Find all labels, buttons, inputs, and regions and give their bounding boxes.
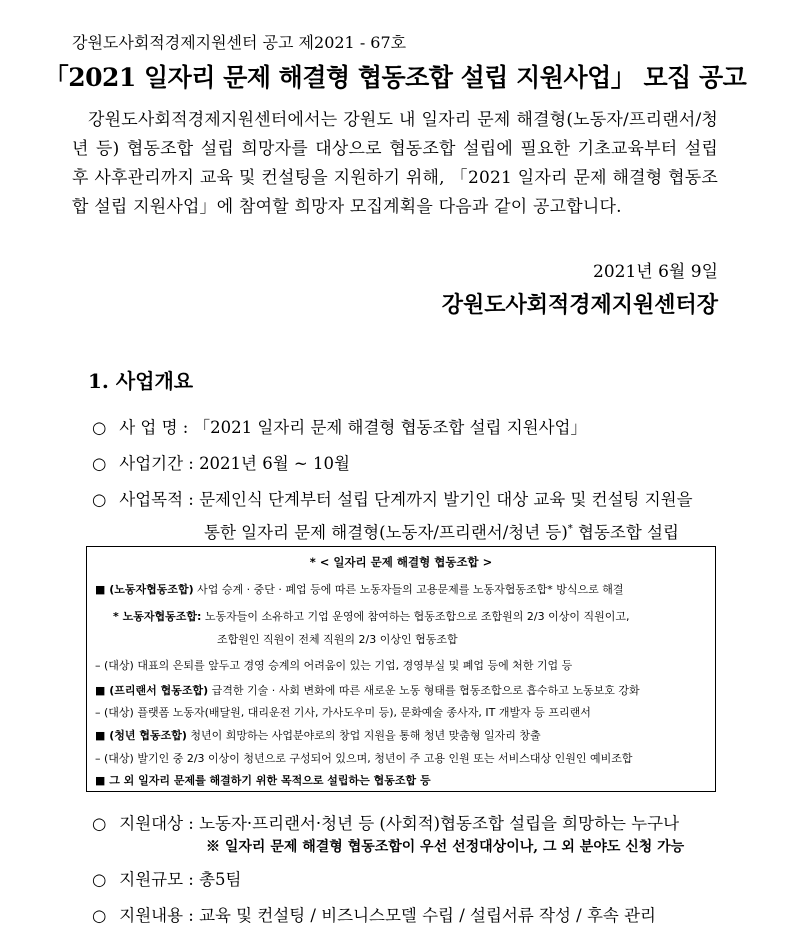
box-line: * 노동자협동조합: 노동자들이 소유하고 기업 운영에 참여하는 협동조합으로 조합원의 2/3 이상이 직원이고, xyxy=(113,610,630,623)
definition-box xyxy=(86,546,716,792)
item-value: 「2021 일자리 문제 해결형 협동조합 설립 지원사업」 xyxy=(193,418,587,437)
issuer-name: 강원도사회적경제지원센터장 xyxy=(441,292,718,318)
item-value: 총5팀 xyxy=(199,870,242,889)
target-note: ※ 일자리 문제 해결형 협동조합이 우선 선정대상이나, 그 외 분야도 신청 가능 xyxy=(206,839,685,855)
item-target xyxy=(92,810,679,834)
item-value: 2021년 6월 ~ 10월 xyxy=(199,454,350,473)
item-purpose xyxy=(92,486,693,510)
bullet-circle: ○ xyxy=(92,454,107,473)
item-label: 지원내용 : xyxy=(119,906,194,925)
item-project-name xyxy=(92,414,587,438)
purpose-cont-text: 통한 일자리 문제 해결형(노동자/프리랜서/청년 등) xyxy=(204,523,568,542)
item-label: 지원대상 : xyxy=(119,814,194,833)
item-scale xyxy=(92,866,241,890)
footnote-mark: * xyxy=(567,523,573,535)
bullet-circle: ○ xyxy=(92,490,107,509)
item-value: 교육 및 컨설팅 / 비즈니스모델 수립 / 설립서류 작성 / 후속 관리 xyxy=(199,906,656,925)
section-heading: 1. 사업개요 xyxy=(88,369,194,393)
box-line: – (대상) 대표의 은퇴를 앞두고 경영 승계의 어려움이 있는 기업, 경영부실 및 폐업 등에 처한 기업 등 xyxy=(95,659,573,672)
bullet-circle: ○ xyxy=(92,870,107,889)
item-purpose-continued xyxy=(204,519,679,543)
box-line: ■ 그 외 일자리 문제를 해결하기 위한 목적으로 설립하는 협동조합 등 xyxy=(95,774,431,787)
item-value: 문제인식 단계부터 설립 단계까지 발기인 대상 교육 및 컨설팅 지원을 xyxy=(199,490,693,509)
box-line: ■ (프리랜서 협동조합) 급격한 기술 · 사회 변화에 따른 새로운 노동 형태를 협동조합으로 흡수하고 노동보호 강화 xyxy=(95,684,640,697)
announcement-date: 2021년 6월 9일 xyxy=(593,262,718,282)
intro-paragraph: 강원도사회적경제지원센터에서는 강원도 내 일자리 문제 해결형(노동자/프리랜서/청년 등) 협동조합 설립 희망자를 대상으로 협동조합 설립에 필요한 기초교육부터 설립 후 사후관리까지 교육 및 컨설팅을 지원하기 위해, 「2021 일자리 문제 해결형 협동조합 설립 지원사업」에 참여할 희망자 모집계획을 다음과 같이 공고합니다. xyxy=(72,110,718,217)
box-line: – (대상) 플랫폼 노동자(배달원, 대리운전 기사, 가사도우미 등), 문화예술 종사자, IT 개발자 등 프리랜서 xyxy=(95,706,591,719)
box-line: – (대상) 발기인 중 2/3 이상이 청년으로 구성되어 있으며, 청년이 주 고용 인원 또는 서비스대상 인원인 예비조합 xyxy=(95,752,633,765)
item-content xyxy=(92,902,656,926)
item-value: 노동자·프리랜서·청년 등 (사회적)협동조합 설립을 희망하는 누구나 xyxy=(199,814,680,833)
box-title: * < 일자리 문제 해결형 협동조합 > xyxy=(309,555,493,569)
box-line: ■ (청년 협동조합) 청년이 희망하는 사업분야로의 창업 지원을 통해 청년 맞춤형 일자리 창출 xyxy=(95,729,541,742)
bullet-circle: ○ xyxy=(92,418,107,437)
announcement-number: 강원도사회적경제지원센터 공고 제2021 - 67호 xyxy=(72,33,407,52)
bullet-circle: ○ xyxy=(92,814,107,833)
box-line: 조합원인 직원이 전체 직원의 2/3 이상인 협동조합 xyxy=(217,633,458,646)
item-label: 지원규모 : xyxy=(119,870,194,889)
box-line: ■ (노동자협동조합) 사업 승계 · 중단 · 폐업 등에 따른 노동자들의 고용문제를 노동자협동조합* 방식으로 해결 xyxy=(95,583,624,596)
item-label: 사 업 명 : xyxy=(119,418,189,437)
item-label: 사업목적 : xyxy=(119,490,194,509)
purpose-cont-tail: 협동조합 설립 xyxy=(572,523,679,542)
page-title: 「2021 일자리 문제 해결형 협동조합 설립 지원사업」 모집 공고 xyxy=(43,63,747,92)
item-period xyxy=(92,450,350,474)
bullet-circle: ○ xyxy=(92,906,107,925)
item-label: 사업기간 : xyxy=(119,454,194,473)
